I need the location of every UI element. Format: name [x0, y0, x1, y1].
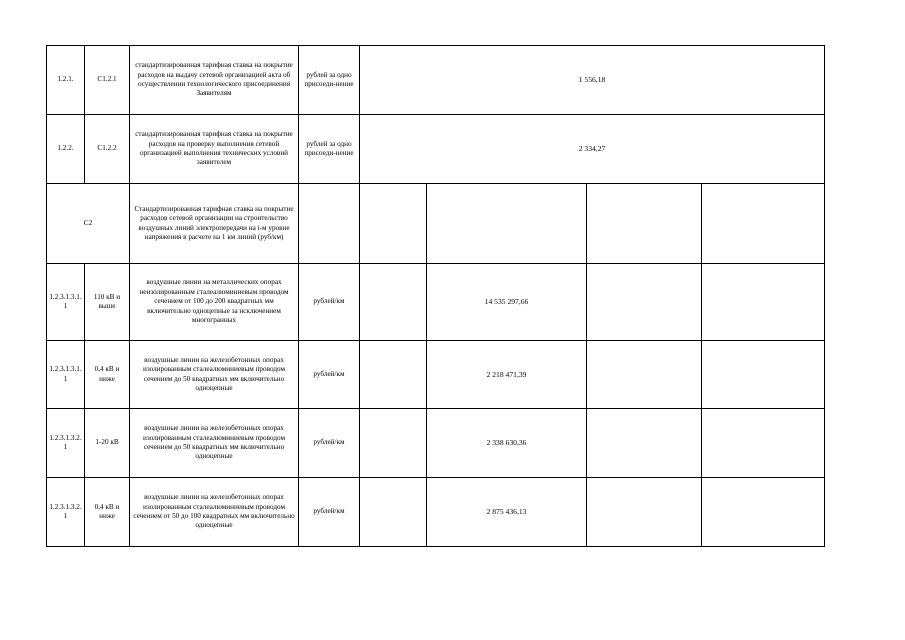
empty-cell [360, 184, 427, 264]
table-row [47, 341, 825, 409]
row-subcode: 1-20 кВ [85, 409, 130, 478]
tariff-rates-table [46, 45, 825, 547]
table-row [47, 46, 825, 115]
row-unit [299, 184, 360, 264]
empty-cell [702, 409, 825, 478]
empty-cell [360, 264, 427, 341]
row-value: 1 556,18 [360, 46, 825, 115]
row-code: 1.2.3.1.3.2.1 [47, 478, 85, 547]
empty-cell [360, 478, 427, 547]
empty-cell [702, 264, 825, 341]
row-unit: рублей за одно присоеди-нение [299, 46, 360, 115]
table-row [47, 478, 825, 547]
row-description: воздушные линии на железобетонных опорах изолированным сталеалюминиевым проводом сечением до 50 квадратных мм включительно одноцепные [130, 341, 299, 409]
row-subcode: 110 кВ и выше [85, 264, 130, 341]
row-unit: рублей/км [299, 341, 360, 409]
row-subcode: C1.2.1 [85, 46, 130, 115]
row-value: 2 334,27 [360, 115, 825, 184]
row-value: 2 218 471,39 [427, 341, 587, 409]
row-description: воздушные линии на металлических опорах неизолированным сталеалюминиевым проводом сечением от 100 до 200 квадратных мм включительно одноцепные за исключением многогранных [130, 264, 299, 341]
empty-cell [587, 409, 702, 478]
row-subcode: C1.2.2 [85, 115, 130, 184]
empty-cell [360, 341, 427, 409]
row-code: 1.2.3.1.3.1.1 [47, 341, 85, 409]
empty-cell [587, 184, 702, 264]
table-row [47, 264, 825, 341]
empty-cell [427, 184, 587, 264]
empty-cell [587, 264, 702, 341]
row-description: воздушные линии на железобетонных опорах изолированным сталеалюминиевым проводом сечением до 50 квадратных мм включительно одноцепные [130, 409, 299, 478]
row-unit: рублей/км [299, 478, 360, 547]
row-description: воздушные линии на железобетонных опорах изолированным сталеалюминиевым проводом сечением от 50 до 100 квадратных мм включительно одноцепные [130, 478, 299, 547]
row-description: стандартизированная тарифная ставка на покрытие расходов на выдачу сетевой организацией акта об осуществлении технологического присоединения Заявителям [130, 46, 299, 115]
row-code: 1.2.3.1.3.2.1 [47, 409, 85, 478]
table-row [47, 115, 825, 184]
empty-cell [360, 409, 427, 478]
empty-cell [587, 478, 702, 547]
row-description: Стандартизированная тарифная ставка на покрытие расходов сетевой организации на строительство воздушных линий электропередачи на i-м уровне напряжения в расчете на 1 км линий (руб/км) [130, 184, 299, 264]
row-unit: рублей за одно присоеди-нение [299, 115, 360, 184]
row-value: 2 875 436,13 [427, 478, 587, 547]
row-unit: рублей/км [299, 409, 360, 478]
row-code: 1.2.2. [47, 115, 85, 184]
row-value: 14 535 297,66 [427, 264, 587, 341]
empty-cell [702, 341, 825, 409]
row-subcode: 0,4 кВ и ниже [85, 478, 130, 547]
row-subcode: 0,4 кВ и ниже [85, 341, 130, 409]
row-description: стандартизированная тарифная ставка на покрытие расходов на проверку выполнения сетевой организацией выполнения технических условий заявителем [130, 115, 299, 184]
table-row [47, 409, 825, 478]
row-value: 2 338 630,36 [427, 409, 587, 478]
empty-cell [702, 184, 825, 264]
row-code: C2 [47, 184, 130, 264]
row-unit: рублей/км [299, 264, 360, 341]
row-code: 1.2.1. [47, 46, 85, 115]
row-code: 1.2.3.1.3.1.1 [47, 264, 85, 341]
empty-cell [587, 341, 702, 409]
table-row [47, 184, 825, 264]
empty-cell [702, 478, 825, 547]
